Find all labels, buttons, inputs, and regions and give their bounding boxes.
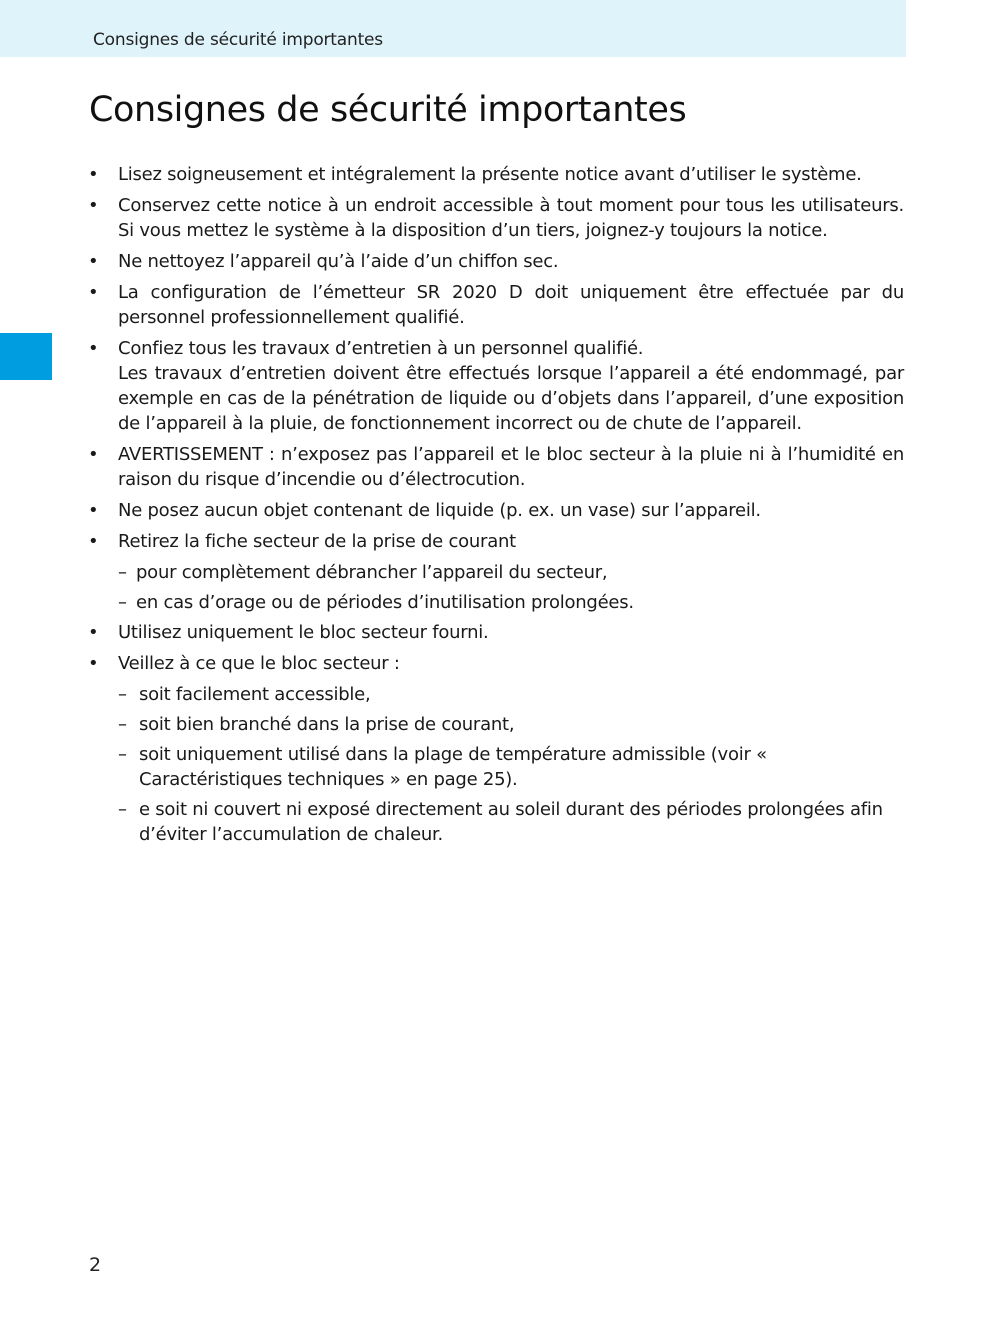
sub-item-text: soit uniquement utilisé dans la plage de température admissible (voir « Caractéristiques techniques » en page 25). (139, 744, 767, 790)
item-text: Confiez tous les travaux d’entretien à un personnel qualifié. (118, 338, 644, 359)
sub-item (118, 560, 904, 585)
bullet-icon: • (88, 500, 99, 521)
item-text: La configuration de l’émetteur SR 2020 D doit uniquement être effectuée par du personnel professionnellement qualifié. (118, 282, 904, 328)
safety-list (88, 162, 904, 852)
sub-item (118, 590, 904, 615)
bullet-icon: • (88, 195, 99, 216)
dash-icon: – (118, 592, 127, 613)
dash-icon: – (118, 799, 127, 820)
list-item (88, 193, 904, 243)
sub-item (118, 682, 904, 707)
dash-icon: – (118, 744, 127, 765)
dash-icon: – (118, 684, 127, 705)
item-text: Ne nettoyez l’appareil qu’à l’aide d’un chiffon sec. (118, 251, 559, 272)
item-text: Utilisez uniquement le bloc secteur fourni. (118, 622, 489, 643)
sub-item-text: en cas d’orage ou de périodes d’inutilisation prolongées. (136, 592, 634, 613)
sub-item-text: soit facilement accessible, (139, 684, 371, 705)
bullet-icon: • (88, 164, 99, 185)
list-item (88, 529, 904, 554)
list-item (88, 162, 904, 187)
list-item (88, 498, 904, 523)
dash-icon: – (118, 714, 127, 735)
page-number: 2 (89, 1254, 102, 1276)
bullet-icon: • (88, 444, 99, 465)
list-item (88, 249, 904, 274)
dash-icon: – (118, 562, 127, 583)
list-item (88, 442, 904, 492)
item-text: Ne posez aucun objet contenant de liquide (p. ex. un vase) sur l’appareil. (118, 500, 761, 521)
list-item (88, 336, 904, 436)
item-text: Retirez la fiche secteur de la prise de courant (118, 531, 516, 552)
bullet-icon: • (88, 251, 99, 272)
bullet-icon: • (88, 622, 99, 643)
sub-item-text: pour complètement débrancher l’appareil du secteur, (136, 562, 608, 583)
list-item (88, 620, 904, 645)
sub-item (118, 742, 904, 792)
bullet-icon: • (88, 653, 99, 674)
list-item (88, 651, 904, 676)
item-text: Veillez à ce que le bloc secteur : (118, 653, 400, 674)
page-title: Consignes de sécurité importantes (89, 90, 687, 130)
bullet-icon: • (88, 531, 99, 552)
bullet-icon: • (88, 282, 99, 303)
sub-item-text: soit bien branché dans la prise de courant, (139, 714, 515, 735)
sub-item (118, 797, 904, 847)
item-text: Conservez cette notice à un endroit accessible à tout moment pour tous les utilisateurs. Si vous mettez le système à la disposition d’un tiers, joignez-y toujours la notice. (118, 195, 904, 241)
sub-item-text: e soit ni couvert ni exposé directement au soleil durant des périodes prolongées afin d’éviter l’accumulation de chaleur. (139, 799, 883, 845)
item-text: AVERTISSEMENT : n’exposez pas l’appareil et le bloc secteur à la pluie ni à l’humidité en raison du risque d’incendie ou d’électrocution. (118, 444, 904, 490)
chapter-tab (0, 333, 52, 380)
list-item (88, 280, 904, 330)
running-header: Consignes de sécurité importantes (93, 30, 383, 50)
item-text: Lisez soigneusement et intégralement la présente notice avant d’utiliser le système. (118, 164, 862, 185)
bullet-icon: • (88, 338, 99, 359)
item-text-continued: Les travaux d’entretien doivent être effectués lorsque l’appareil a été endommagé, par exemple en cas de la pénétration de liquide ou d’objets dans l’appareil, d’une exposition de l’appareil à la pluie, de fonctionnement incorrect ou de chute de l’appareil. (118, 363, 904, 434)
sub-item (118, 712, 904, 737)
